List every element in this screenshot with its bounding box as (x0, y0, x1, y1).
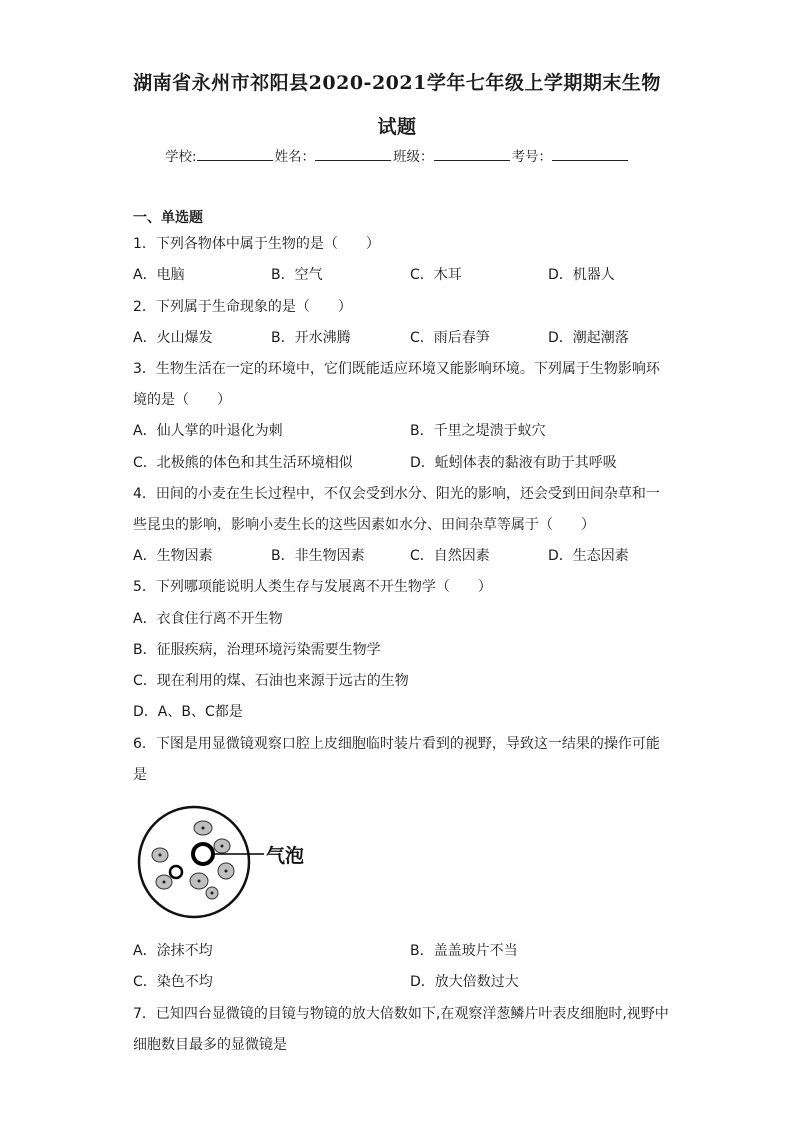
school-blank (197, 147, 273, 161)
microscope-field-svg (136, 804, 316, 924)
question-4-option-b: B．非生物因素 (271, 548, 365, 564)
question-6-stem: 6．下图是用显微镜观察口腔上皮细胞临时装片看到的视野，导致这一结果的操作可能 (133, 736, 660, 752)
microscope-field-figure (136, 804, 316, 928)
question-6-stem-cont: 是 (133, 767, 147, 783)
question-6-option-a: A．涂抹不均 (133, 943, 213, 959)
question-1-option-b: B．空气 (271, 267, 323, 283)
page-title-line2: 试题 (377, 116, 417, 138)
question-4-option-a: A．生物因素 (133, 548, 213, 564)
question-1-option-d: D．机器人 (548, 267, 615, 283)
question-3-option-d: D．蚯蚓体表的黏液有助于其呼吸 (410, 455, 617, 471)
question-5-option-b: B．征服疾病，治理环境污染需要生物学 (133, 642, 381, 658)
question-6-option-c: C．染色不均 (133, 974, 213, 990)
question-1-stem: 1．下列各物体中属于生物的是（ ） (133, 236, 380, 252)
question-3-option-a: A．仙人掌的叶退化为刺 (133, 423, 283, 439)
air-bubble-large (193, 844, 213, 864)
name-blank (315, 147, 391, 161)
question-7-stem: 7．已知四台显微镜的目镜与物镜的放大倍数如下,在观察洋葱鳞片叶表皮细胞时,视野中 (133, 1006, 669, 1022)
school-label: 学校: (165, 149, 197, 165)
air-bubble-label: 气泡 (266, 845, 305, 867)
question-5-option-a: A．衣食住行离不开生物 (133, 611, 283, 627)
question-6-option-b: B．盖盖玻片不当 (410, 943, 518, 959)
question-4-stem-cont: 些昆虫的影响，影响小麦生长的这些因素如水分、田间杂草等属于（ ） (133, 517, 595, 533)
question-5-option-c: C．现在利用的煤、石油也来源于远古的生物 (133, 673, 409, 689)
class-label: 班级： (393, 149, 434, 165)
question-5-option-d: D．A、B、C都是 (133, 704, 243, 720)
question-1-option-a: A．电脑 (133, 267, 185, 283)
student-info-row (165, 145, 630, 165)
question-3-stem-cont: 境的是（ ） (133, 392, 231, 408)
question-7-stem-cont: 细胞数目最多的显微镜是 (133, 1037, 287, 1053)
question-4-option-d: D．生态因素 (548, 548, 629, 564)
air-bubble-small (170, 866, 182, 878)
question-2-option-d: D．潮起潮落 (548, 330, 629, 346)
question-1-option-c: C．木耳 (410, 267, 462, 283)
question-2-option-c: C．雨后春笋 (410, 330, 490, 346)
id-blank (552, 147, 628, 161)
field-of-view-circle (139, 807, 249, 917)
class-blank (434, 147, 510, 161)
question-5-stem: 5．下列哪项能说明人类生存与发展离不开生物学（ ） (133, 579, 492, 595)
name-label: 姓名： (274, 149, 316, 165)
section-title: 一、单选题 (133, 210, 203, 226)
question-2-option-a: A．火山爆发 (133, 330, 213, 346)
question-3-option-b: B．千里之堤溃于蚁穴 (410, 423, 546, 439)
page-title: 湖南省永州市祁阳县2020-2021学年七年级上学期期末生物 (133, 72, 661, 94)
question-4-option-c: C．自然因素 (410, 548, 490, 564)
question-3-stem: 3．生物生活在一定的环境中，它们既能适应环境又能影响环境。下列属于生物影响环 (133, 361, 660, 377)
question-4-stem: 4．田间的小麦在生长过程中，不仅会受到水分、阳光的影响，还会受到田间杂草和一 (133, 486, 660, 502)
question-3-option-c: C．北极熊的体色和其生活环境相似 (133, 455, 353, 471)
question-2-option-b: B．开水沸腾 (271, 330, 351, 346)
id-label: 考号： (511, 149, 553, 165)
question-2-stem: 2．下列属于生命现象的是（ ） (133, 299, 352, 315)
question-6-option-d: D．放大倍数过大 (410, 974, 519, 990)
